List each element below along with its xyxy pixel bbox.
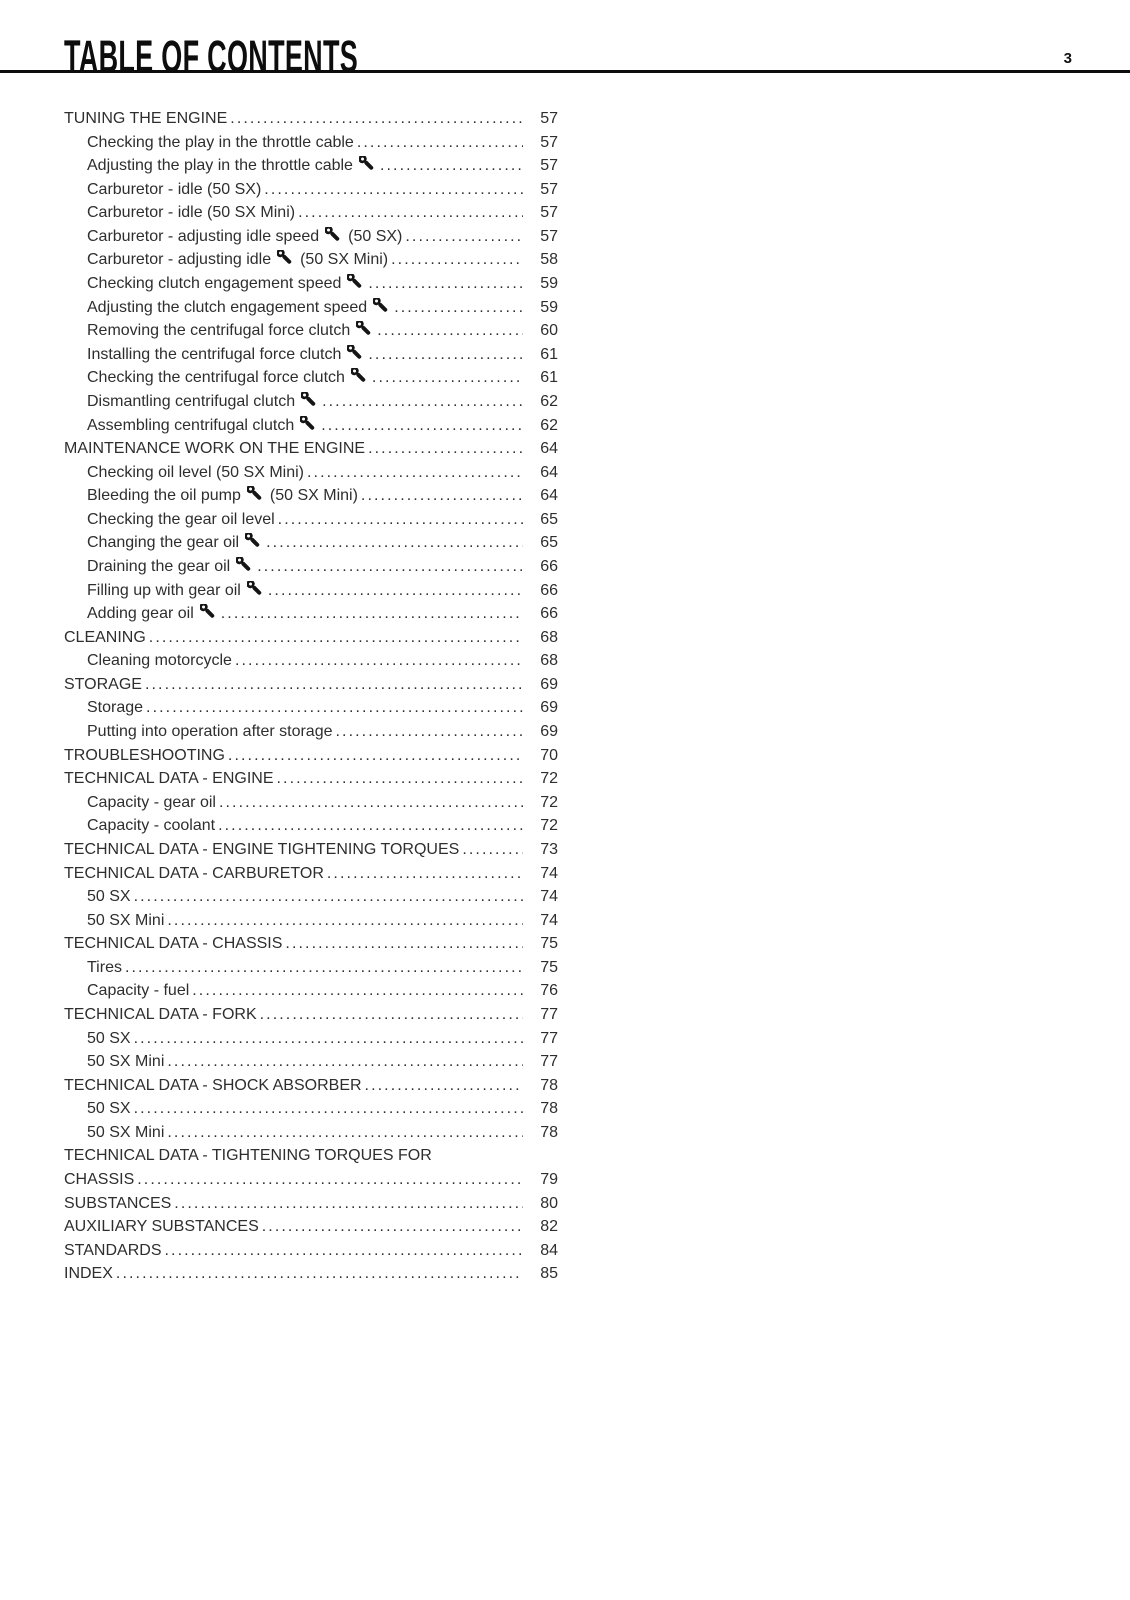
toc-entry-page-number: 70 [540,746,558,764]
dot-leader [388,248,523,272]
wrench-icon [277,250,293,265]
toc-entry[interactable] [64,932,558,956]
toc-entry-label: Removing the centrifugal force clutch [87,322,351,340]
dot-leader [365,272,523,296]
toc-entry[interactable] [64,484,558,508]
toc-entry-page-number: 77 [540,1029,558,1047]
toc-entry[interactable] [64,838,558,862]
toc-entry-page-number: 69 [540,699,558,717]
toc-entry-page-number: 59 [540,275,558,293]
dot-leader [227,107,523,131]
toc-entry[interactable] [64,390,558,414]
wrench-icon [359,156,375,171]
toc-entry[interactable] [64,531,558,555]
toc-entry-label: Installing the centrifugal force clutch [87,345,342,363]
toc-entry-label: Checking the gear oil level [87,510,275,528]
toc-entry-page-number: 75 [540,958,558,976]
toc-entry-label: AUXILIARY SUBSTANCES [64,1218,259,1236]
toc-entry-page-number: 74 [540,864,558,882]
dot-leader [254,555,523,579]
toc-entry-label: Checking the centrifugal force clutch [87,369,345,387]
dot-leader [131,1027,523,1051]
toc-entry[interactable] [64,178,558,202]
dot-leader [259,1215,523,1239]
toc-entry-page-number: 80 [540,1194,558,1212]
table-of-contents [64,107,558,1286]
dot-leader [146,626,523,650]
dot-leader [377,154,523,178]
toc-entry-label: Adjusting the play in the throttle cable [87,157,353,175]
wrench-icon [300,416,316,431]
dot-leader [263,531,523,555]
toc-entry-label: Capacity - fuel [87,982,190,1000]
dot-leader [369,366,523,390]
toc-entry[interactable] [64,1050,558,1074]
dot-leader [362,1074,523,1098]
toc-entry[interactable] [64,461,558,485]
dot-leader [142,673,523,697]
toc-entry[interactable] [64,1239,558,1263]
toc-entry-page-number: 69 [540,723,558,741]
toc-entry-page-number: 57 [540,133,558,151]
dot-leader [391,296,523,320]
toc-entry-label: Checking the play in the throttle cable [87,133,354,151]
toc-entry[interactable] [64,649,558,673]
wrench-icon [351,368,367,383]
dot-leader [358,484,523,508]
toc-entry[interactable] [64,626,558,650]
dot-leader [275,508,523,532]
toc-entry[interactable] [64,1097,558,1121]
dot-leader [257,1003,523,1027]
toc-entry-label: Tires [87,958,122,976]
toc-entry-page-number: 57 [540,204,558,222]
toc-entry[interactable] [64,272,558,296]
toc-entry-label: STANDARDS [64,1241,162,1259]
dot-leader [261,178,523,202]
toc-entry[interactable] [64,225,558,249]
dot-leader [324,862,523,886]
dot-leader [295,201,523,225]
dot-leader [402,225,523,249]
toc-entry[interactable] [64,1074,558,1098]
wrench-icon [373,298,389,313]
toc-entry[interactable] [64,696,558,720]
toc-entry-page-number: 72 [540,817,558,835]
toc-entry-label: Filling up with gear oil [87,581,241,599]
dot-leader [122,956,523,980]
page-title: TABLE OF CONTENTS [64,31,359,82]
dot-leader [216,791,523,815]
dot-leader [365,437,523,461]
toc-entry-page-number: 57 [540,227,558,245]
toc-entry-page-number: 69 [540,675,558,693]
wrench-icon [356,321,372,336]
toc-entry-label: 50 SX Mini [87,1053,165,1071]
toc-entry[interactable] [64,720,558,744]
toc-entry-label: Carburetor - idle (50 SX Mini) [87,204,296,222]
toc-entry-label: INDEX [64,1265,113,1283]
dot-leader [282,932,523,956]
toc-entry-label: 50 SX [87,1100,131,1118]
toc-entry[interactable] [64,602,558,626]
toc-entry-label: Draining the gear oil [87,557,231,575]
wrench-icon [245,533,261,548]
dot-leader [232,649,523,673]
toc-entry-page-number: 61 [540,345,558,363]
dot-leader [215,814,523,838]
toc-entry-page-number: 75 [540,935,558,953]
toc-entry-label: CLEANING [64,628,146,646]
toc-entry[interactable] [64,414,558,438]
toc-entry[interactable] [64,1168,558,1192]
dot-leader [274,767,523,791]
toc-entry-page-number: 78 [540,1076,558,1094]
toc-entry-label: TUNING THE ENGINE [64,110,228,127]
toc-entry-label: Capacity - gear oil [87,793,216,811]
toc-entry-label: Capacity - coolant [87,817,216,835]
toc-entry[interactable] [64,909,558,933]
toc-entry-label: 50 SX [87,888,131,906]
dot-leader [171,1192,523,1216]
toc-entry-page-number: 74 [540,888,558,906]
dot-leader [319,390,523,414]
toc-entry-label: STORAGE [64,675,142,693]
toc-entry[interactable] [64,296,558,320]
dot-leader [164,1050,523,1074]
dot-leader [374,319,523,343]
toc-entry-label: Checking clutch engagement speed [87,275,342,293]
toc-entry-label: 50 SX Mini [87,1123,165,1141]
toc-entry[interactable] [64,131,558,155]
toc-entry-label: Changing the gear oil [87,534,240,552]
toc-entry[interactable] [64,248,558,272]
toc-entry-label: Storage [87,699,144,717]
toc-entry-label: TECHNICAL DATA - CARBURETOR [64,864,324,882]
dot-leader [459,838,523,862]
toc-entry[interactable] [64,555,558,579]
toc-entry[interactable] [64,107,558,131]
toc-entry[interactable] [64,744,558,768]
wrench-icon [347,274,363,289]
toc-entry[interactable] [64,343,558,367]
toc-entry-page-number: 61 [540,369,558,387]
toc-entry[interactable] [64,956,558,980]
toc-entry[interactable] [64,1215,558,1239]
toc-entry-label: Carburetor - idle (50 SX) [87,180,262,198]
toc-entry-page-number: 62 [540,416,558,434]
dot-leader [365,343,523,367]
toc-entry-page-number: 64 [540,487,558,505]
toc-entry-page-number: 68 [540,652,558,670]
toc-entry-page-number: 65 [540,510,558,528]
dot-leader [218,602,523,626]
toc-entry-page-number: 74 [540,911,558,929]
toc-entry[interactable] [64,1262,558,1286]
toc-entry-page-number: 76 [540,982,558,1000]
toc-entry-page-number: 82 [540,1218,558,1236]
toc-entry-label: SUBSTANCES [64,1194,172,1212]
toc-entry-page-number: 66 [540,557,558,575]
toc-entry[interactable] [64,1027,558,1051]
wrench-icon [247,581,263,596]
toc-entry-page-number: 77 [540,1005,558,1023]
toc-entry-page-number: 78 [540,1123,558,1141]
toc-entry-suffix: (50 SX Mini) [269,487,358,505]
toc-entry-label: Dismantling centrifugal clutch [87,392,296,410]
toc-entry-label: Assembling centrifugal clutch [87,416,295,434]
toc-entry-label: Bleeding the oil pump [87,487,241,505]
toc-entry[interactable] [64,1144,558,1168]
toc-entry[interactable] [64,154,558,178]
toc-entry-suffix: (50 SX) [348,227,403,245]
wrench-icon [200,604,216,619]
toc-entry-label: 50 SX [87,1029,131,1047]
wrench-icon [301,392,317,407]
toc-entry-page-number: 58 [540,251,558,269]
toc-entry[interactable] [64,437,558,461]
toc-entry-label: Putting into operation after storage [87,723,333,741]
toc-entry-label: TECHNICAL DATA - ENGINE TIGHTENING TORQUES [64,840,460,858]
wrench-icon [347,345,363,360]
toc-entry[interactable] [64,319,558,343]
dot-leader [131,1097,523,1121]
toc-entry-page-number: 77 [540,1053,558,1071]
dot-leader [354,131,523,155]
toc-entry-page-number: 84 [540,1241,558,1259]
toc-entry-page-number: 62 [540,392,558,410]
toc-entry-label: MAINTENANCE WORK ON THE ENGINE [64,440,366,458]
dot-leader [164,909,523,933]
toc-entry[interactable] [64,1121,558,1145]
toc-entry-label: TECHNICAL DATA - CHASSIS [64,935,283,953]
toc-entry[interactable] [64,791,558,815]
wrench-icon [325,227,341,242]
wrench-icon [236,557,252,572]
toc-entry-label: 50 SX Mini [87,911,165,929]
page-header [0,0,1130,82]
toc-entry-label: TECHNICAL DATA - SHOCK ABSORBER [64,1076,362,1094]
toc-entry-label: TROUBLESHOOTING [64,746,225,764]
toc-entry-page-number: 79 [540,1171,558,1189]
wrench-icon [247,486,263,501]
dot-leader [164,1121,523,1145]
toc-entry-page-number: 59 [540,298,558,316]
toc-entry[interactable] [64,862,558,886]
toc-entry-label: Checking oil level (50 SX Mini) [87,463,304,481]
toc-entry-page-number: 68 [540,628,558,646]
toc-entry[interactable] [64,201,558,225]
toc-entry-page-number: 64 [540,463,558,481]
toc-entry-page-number: 66 [540,581,558,599]
dot-leader [432,1144,523,1168]
toc-entry[interactable] [64,673,558,697]
toc-entry-page-number: 60 [540,322,558,340]
dot-leader [113,1262,523,1286]
toc-entry-page-number: 78 [540,1100,558,1118]
dot-leader [265,579,523,603]
toc-entry[interactable] [64,508,558,532]
toc-entry-label: TECHNICAL DATA - ENGINE [64,770,274,788]
toc-entry[interactable] [64,979,558,1003]
toc-entry-label: Carburetor - adjusting idle speed [87,227,320,245]
dot-leader [162,1239,524,1263]
dot-leader [318,414,523,438]
toc-entry-label: TECHNICAL DATA - FORK [64,1005,257,1023]
toc-entry-page-number: 66 [540,605,558,623]
toc-entry-page-number: 73 [540,840,558,858]
toc-entry-page-number: 57 [540,180,558,198]
toc-entry[interactable] [64,1192,558,1216]
toc-entry-label: Carburetor - adjusting idle [87,251,272,269]
toc-entry-page-number: 85 [540,1265,558,1283]
dot-leader [189,979,523,1003]
dot-leader [333,720,524,744]
toc-entry-page-number: 72 [540,770,558,788]
toc-entry-label: CHASSIS [64,1171,135,1189]
toc-entry[interactable] [64,885,558,909]
dot-leader [134,1168,523,1192]
dot-leader [225,744,523,768]
dot-leader [131,885,523,909]
toc-entry-label: Adjusting the clutch engagement speed [87,298,368,316]
toc-entry-page-number: 57 [540,110,558,127]
toc-entry-page-number: 72 [540,793,558,811]
dot-leader [143,696,523,720]
toc-entry-page-number: 57 [540,157,558,175]
toc-entry[interactable] [64,767,558,791]
toc-entry[interactable] [64,366,558,390]
toc-entry-label: Cleaning motorcycle [87,652,232,670]
toc-entry-page-number: 64 [540,440,558,458]
dot-leader [304,461,523,485]
toc-entry-label: Adding gear oil [87,605,194,623]
toc-entry-page-number: 65 [540,534,558,552]
toc-entry-label: TECHNICAL DATA - TIGHTENING TORQUES FOR [64,1147,432,1165]
toc-entry[interactable] [64,814,558,838]
toc-entry[interactable] [64,579,558,603]
toc-entry[interactable] [64,1003,558,1027]
folio-page-number: 3 [1063,50,1072,67]
toc-entry-suffix: (50 SX Mini) [300,251,389,269]
